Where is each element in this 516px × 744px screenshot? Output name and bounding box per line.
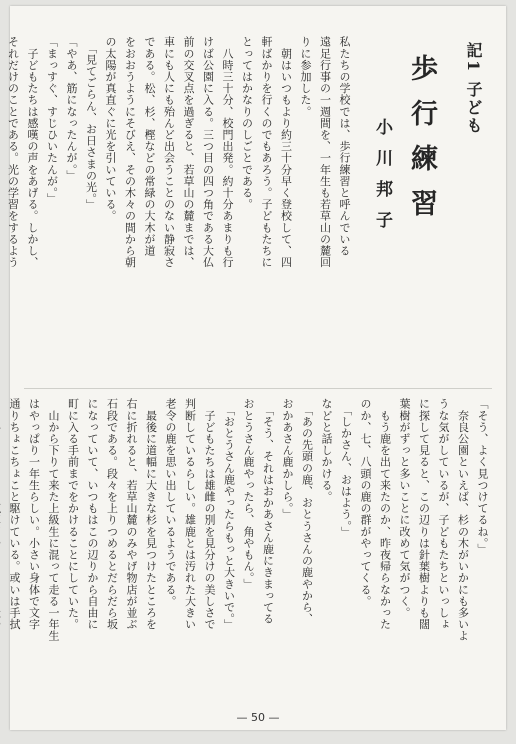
text-line: 石段である。段々を上りつめるとだらだら坂 [105, 398, 119, 630]
text-line: 子どもたちは雄雌の別を見分けの美しさで [203, 398, 216, 630]
text-line: おとうさん鹿やったら、角やもん。」 [242, 398, 255, 590]
text-line: 葉樹がずっと多いことに改めて気がつく。 [398, 398, 411, 619]
text-line: はやっぱり一年生らしい。小さい身体で文字 [27, 398, 41, 630]
text-line: 町に入る手前までをかけることにしていた。 [66, 398, 80, 630]
text-line: 「やあ、筋になったんが。」 [65, 36, 78, 182]
text-line [0, 36, 3, 376]
text-line: とってはかなりのしごとである。 [240, 36, 254, 210]
text-line: 通りちょこちょこと駆けている。或いは手拭 [8, 398, 21, 630]
text-line: 奈良公園といえば、杉の木がいかにも多いよ [456, 398, 470, 642]
text-line: 「おとうさん鹿やったらもっと大きいで。」 [222, 398, 236, 631]
text-line: をおおうようにそびえ、その木々の間から朝 [123, 36, 137, 268]
text-line: それだけのことである。光の学習をするよう [6, 36, 20, 268]
text-line: の太陽が真直ぐに光を引いている。 [104, 36, 117, 222]
text-line: おかあさん鹿かしら。」 [281, 398, 294, 521]
essay-title: 歩行練習 [406, 54, 437, 234]
text-line: 遠足行事の一週間を、一年生も若草山の麓回 [318, 36, 332, 268]
text-line: 「あの先頭の鹿、おとうさんの鹿やから、 [300, 398, 314, 625]
text-line: に探して見ると、この辺りは針葉樹よりも闊 [417, 398, 431, 630]
text-line: 右に折れると、若草山麓のみやげ物店が並ぶ [125, 398, 138, 630]
text-line: になっていて、いつもはこの辺りから自由に [86, 398, 99, 630]
text-line: 前の交叉点を過ぎると、若草山の麓までは、 [182, 36, 195, 268]
body-column-top [6, 36, 354, 376]
text-line: 「まっすぐ、すじひいたんが。」 [45, 36, 59, 205]
text-line: である。松、杉、樫などの常緑の大木が道 [143, 36, 156, 257]
page-number: — 50 — [236, 711, 280, 724]
text-line: 「そう、それはおかあさん鹿にきまってる [261, 398, 275, 625]
text-line: けば公園に入る。三つ目の四つ角である大仏 [201, 36, 215, 268]
text-line [0, 398, 5, 698]
text-line: 「そう、よく見つけてるね。」 [476, 398, 489, 555]
author-name: 小川邦子 [372, 118, 392, 242]
text-line: のか、七、八頭の鹿の群がやってくる。 [359, 398, 372, 607]
text-line: りに参加した。 [299, 36, 312, 118]
text-line: 山から下りて来た上級生に混って走る一年生 [47, 398, 60, 642]
series-label: 記1 子ども [464, 42, 483, 135]
document-page [6, 6, 506, 730]
text-line: 最後に道幅に大きな杉を見つけたところを [144, 398, 158, 630]
text-line: 軒ばかりを行くのでもあろう。子どもたちに [260, 36, 273, 268]
body-column-bottom [8, 398, 492, 698]
text-line: 私たちの学校では、歩行練習と呼んでいる [338, 36, 351, 257]
text-line: などと話しかける。 [320, 398, 333, 503]
text-line: 八時三十分、校門出発。約十分あまりも行 [221, 36, 234, 268]
text-line: 判断しているらしい。雄鹿とは汚れた大きい [183, 398, 197, 630]
text-line: 車にも人にも殆んど出会うことのない静寂さ [162, 36, 176, 268]
section-divider [24, 388, 492, 389]
text-line: もう鹿を出て来たのか、昨夜帰らなかった [378, 398, 392, 630]
text-line: 「見てごらん、お日さまの光。」 [84, 36, 98, 211]
text-line: 老令の鹿を思い出しているようである。 [164, 398, 177, 607]
text-line: うな気がしているが、子どもたちといっしょ [437, 398, 450, 630]
text-line: 「しかさん、おはよう。」 [339, 398, 353, 538]
text-line: 朝はいつもより約三十分早く登校して、四 [279, 36, 293, 268]
text-line: 子どもたちは感嘆の声をあげる。しかし、 [26, 36, 39, 268]
